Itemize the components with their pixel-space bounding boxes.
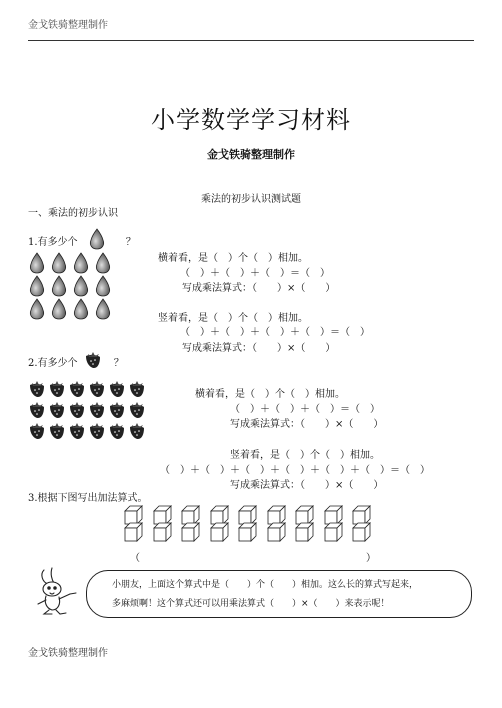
q2-prompt bbox=[28, 354, 124, 369]
pear-icon bbox=[28, 252, 46, 274]
strawberry-icon bbox=[28, 422, 46, 440]
q1-vertical-addition: （ ）＋（ ）＋（ ）＋（ ）＝（ ） bbox=[180, 327, 370, 338]
pear-icon bbox=[94, 252, 112, 274]
strawberry-icon bbox=[108, 401, 126, 419]
q2-prompt-pre: 2.有多少个 bbox=[28, 358, 78, 369]
q1-vertical-look: 竖着看，是（ ）个（ ）相加。 bbox=[158, 313, 308, 324]
pear-icon bbox=[50, 252, 68, 274]
pear-icon bbox=[50, 275, 68, 297]
paren-close: ） bbox=[366, 553, 376, 564]
strawberry-icon bbox=[68, 422, 86, 440]
stacked-cubes bbox=[267, 505, 287, 543]
test-title: 乘法的初步认识测试题 bbox=[201, 194, 301, 205]
strawberry-icon bbox=[68, 401, 86, 419]
pear-icon bbox=[94, 298, 112, 320]
strawberry-icon bbox=[84, 351, 102, 369]
header-brand: 金戈铁骑整理制作 bbox=[28, 20, 108, 31]
strawberry-icon bbox=[68, 380, 86, 398]
page-subtitle: 金戈铁骑整理制作 bbox=[207, 148, 295, 161]
strawberry-icon bbox=[108, 422, 126, 440]
section-heading: 一、乘法的初步认识 bbox=[28, 208, 118, 219]
bubble-line-1: 小朋友，上面这个算式中是（ ）个（ ）相加。这么长的算式写起来， bbox=[112, 580, 419, 590]
strawberry-icon bbox=[88, 401, 106, 419]
footer-brand: 金戈铁骑整理制作 bbox=[28, 648, 108, 659]
strawberry-icon bbox=[128, 401, 146, 419]
strawberry-icon bbox=[28, 380, 46, 398]
q1-prompt bbox=[28, 233, 136, 248]
header-divider bbox=[28, 40, 474, 41]
stacked-cubes bbox=[352, 505, 372, 543]
strawberry-icon bbox=[108, 380, 126, 398]
pear-icon bbox=[88, 228, 106, 250]
q2-prompt-post: ？ bbox=[113, 358, 124, 369]
q2-horizontal-multiplication: 写成乘法算式：（ ）×（ ） bbox=[230, 419, 384, 430]
q2-vertical-multiplication: 写成乘法算式：（ ）×（ ） bbox=[230, 480, 384, 491]
q1-horizontal-look: 横着看，是（ ）个（ ）相加。 bbox=[158, 253, 308, 264]
stacked-cubes bbox=[153, 505, 173, 543]
q1-prompt-pre: 1.有多少个 bbox=[28, 237, 78, 248]
strawberry-icon bbox=[48, 380, 66, 398]
stacked-cubes bbox=[324, 505, 344, 543]
q2-horizontal-addition: （ ）＋（ ）＋（ ）＝（ ） bbox=[230, 404, 380, 415]
stacked-cubes bbox=[295, 505, 315, 543]
page-title: 小学数学学习材料 bbox=[151, 106, 351, 134]
q2-vertical-look: 竖着看，是（ ）个（ ）相加。 bbox=[230, 450, 380, 461]
pear-icon bbox=[28, 298, 46, 320]
bubble-line-2: 多麻烦啊！这个算式还可以用乘法算式（ ）×（ ）来表示呢！ bbox=[112, 599, 390, 609]
pear-icon bbox=[94, 275, 112, 297]
pear-icon bbox=[72, 275, 90, 297]
strawberry-icon bbox=[88, 422, 106, 440]
pear-icon bbox=[50, 298, 68, 320]
pear-icon bbox=[28, 275, 46, 297]
q2-horizontal-look: 横着看，是（ ）个（ ）相加。 bbox=[195, 389, 345, 400]
stacked-cubes bbox=[238, 505, 258, 543]
q1-prompt-post: ？ bbox=[125, 237, 136, 248]
q2-vertical-addition: （ ）＋（ ）＋（ ）＋（ ）＋（ ）＋（ ）＝（ ） bbox=[160, 465, 430, 476]
stacked-cubes bbox=[210, 505, 230, 543]
stacked-cubes bbox=[124, 505, 144, 543]
pear-icon bbox=[72, 298, 90, 320]
strawberry-icon bbox=[28, 401, 46, 419]
strawberry-icon bbox=[48, 422, 66, 440]
strawberry-icon bbox=[128, 422, 146, 440]
stacked-cubes bbox=[181, 505, 201, 543]
strawberry-icon bbox=[88, 380, 106, 398]
q1-horizontal-multiplication: 写成乘法算式：（ ）×（ ） bbox=[182, 283, 336, 294]
q1-horizontal-addition: （ ）＋（ ）＋（ ）＝（ ） bbox=[180, 268, 330, 279]
strawberry-icon bbox=[128, 380, 146, 398]
q1-vertical-multiplication: 写成乘法算式：（ ）×（ ） bbox=[182, 343, 336, 354]
paren-open: （ bbox=[130, 553, 140, 564]
rabbit-icon bbox=[32, 566, 84, 616]
pear-icon bbox=[72, 252, 90, 274]
strawberry-icon bbox=[48, 401, 66, 419]
q3-prompt: 3.根据下图写出加法算式。 bbox=[28, 493, 148, 504]
